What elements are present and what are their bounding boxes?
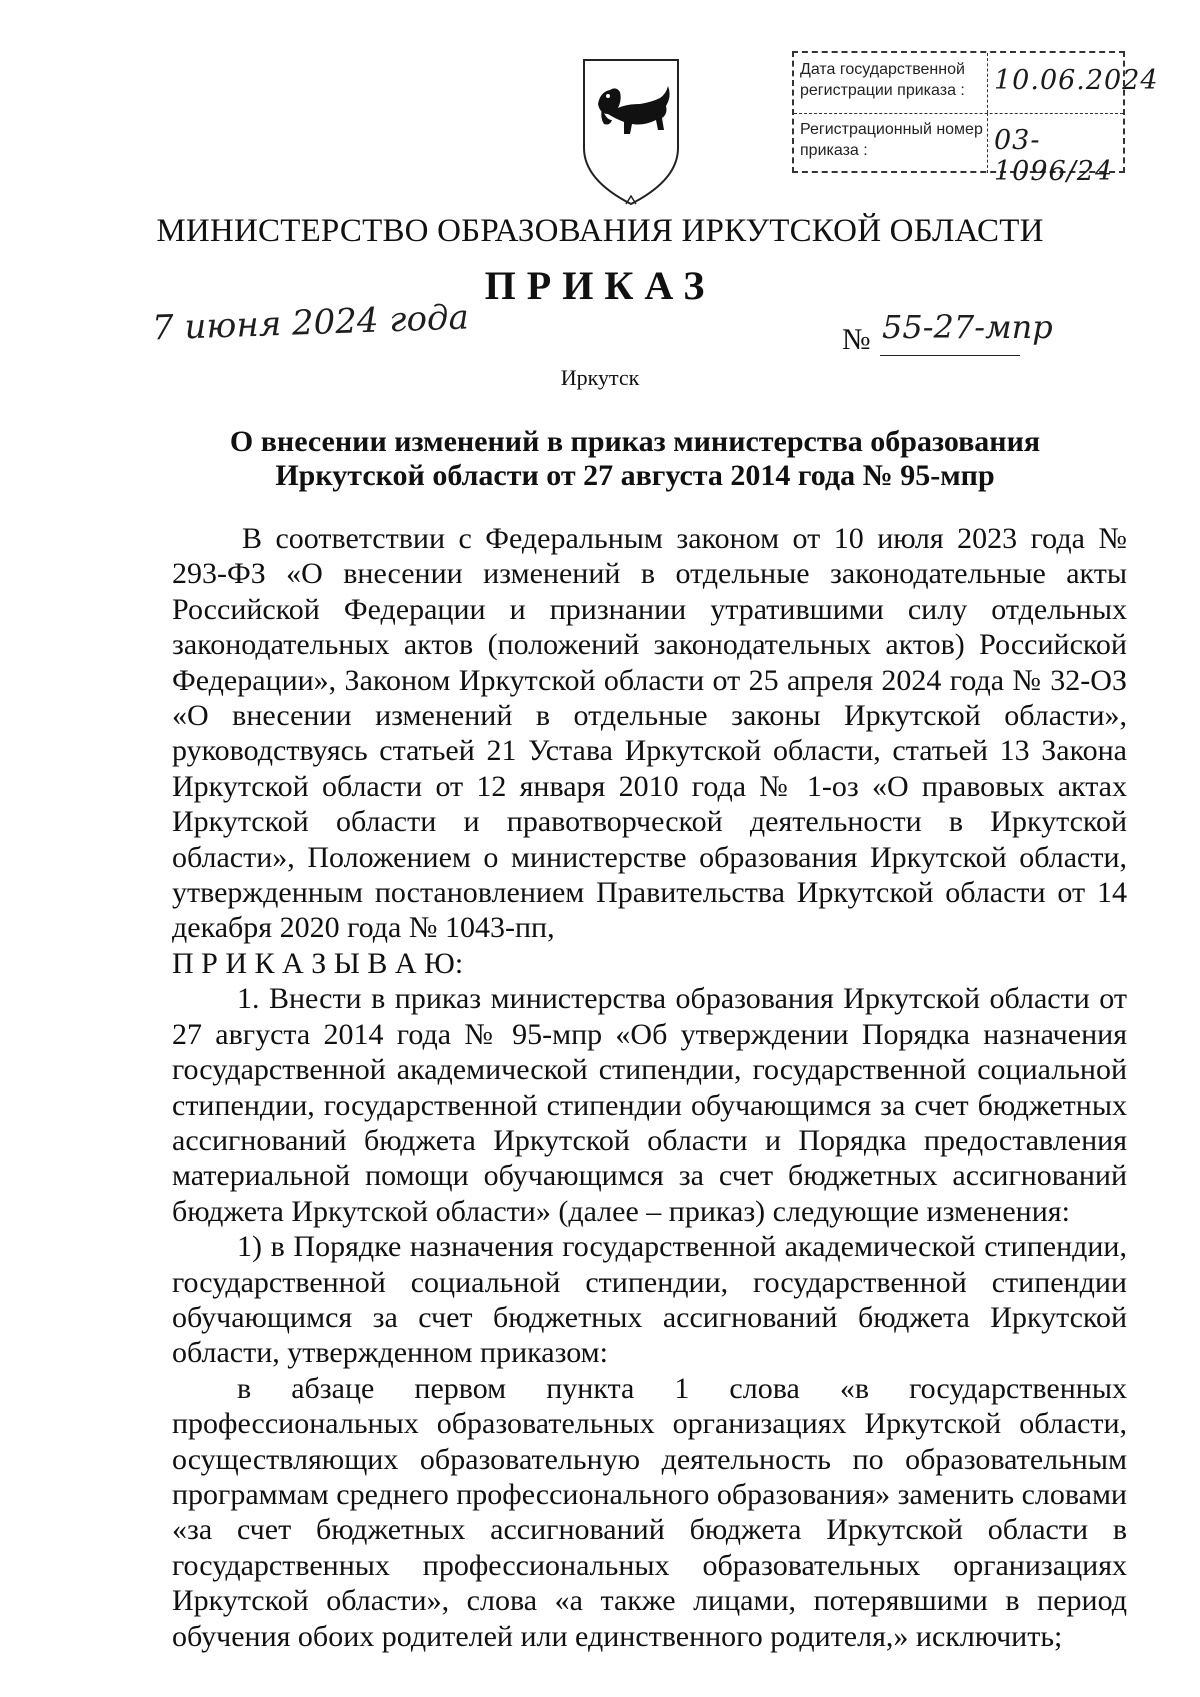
city: Иркутск	[560, 365, 640, 390]
registration-stamp	[792, 51, 1159, 187]
document-title	[200, 425, 1070, 493]
stamp-row-date	[794, 53, 1159, 114]
number-underline	[880, 355, 1020, 356]
order-date-handwritten: 7 июня 2024 года	[151, 297, 470, 349]
reg-number-handwritten: 03-1096/24	[994, 125, 1114, 187]
paragraph-subitem-1: 1) в Порядке назначения государственной академической стипендии, государственной социальной стипендии, государственной стипендии обучающимся за счет бюджетных ассигнований бюджета Иркутской области, утвержденном приказом:	[172, 1230, 1127, 1370]
paragraph-item-1: 1. Внести в приказ министерства образования Иркутской области от 27 августа 2014 года № 95-мпр «Об утверждении Порядка назначения государственной академической стипендии, государственной социальной стипендии, государственной стипендии обучающимся за счет бюджетных ассигнований бюджета Иркутской области и Порядка предоставления материальной помощи обучающимся за счет бюджетных ассигнований бюджета Иркутской области» (далее – приказ) следующие изменения:	[172, 982, 1127, 1228]
document-body	[172, 521, 1127, 1654]
order-heading: П Р И К А З Ы В А Ю:	[172, 946, 464, 980]
ministry-name: МИНИСТЕРСТВО ОБРАЗОВАНИЯ ИРКУТСКОЙ ОБЛАСТИ	[156, 213, 1044, 249]
title-line-1: О внесении изменений в приказ министерства образования	[229, 425, 1041, 458]
stamp-row-number	[794, 113, 1123, 187]
paragraph-amendment: в абзаце первом пункта 1 слова «в государственных профессиональных образовательных организациях Иркутской области, осуществляющих образовательную деятельность по образовательным программам среднего профессионального образования» заменить словами «за счет бюджетных ассигнований бюджета Иркутской области в государственных профессиональных образовательных организациях Иркутской области», слова «а также лицами, потерявшими в период обучения обоих родителей или единственного родителя,» исключить;	[172, 1371, 1127, 1653]
number-sign: №	[842, 323, 871, 356]
reg-date-handwritten: 10.06.2024	[994, 65, 1159, 96]
coat-of-arms-icon	[582, 56, 680, 206]
reg-date-label: Дата государственной регистрации приказа :	[800, 61, 965, 99]
paragraph-preamble: В соответствии с Федеральным законом от 10 июля 2023 года № 293-ФЗ «О внесении изменений в отдельные законодательные акты Российской Федерации и признании утратившими силу отдельных законодательных актов (положений законодательных актов) Российской Федерации», Законом Иркутской области от 25 апреля 2024 года № 32-ОЗ «О внесении изменений в отдельные законы Иркутской области», руководствуясь статьей 21 Устава Иркутской области, статьей 13 Закона Иркутской области от 12 января 2010 года № 1-оз «О правовых актах Иркутской области и правотворческой деятельности в Иркутской области», Положением о министерстве образования Иркутской области, утвержденным постановлением Правительства Иркутской области от 14 декабря 2020 года № 1043-пп,	[172, 522, 1127, 945]
document-type: ПРИКАЗ	[484, 263, 716, 308]
reg-number-label: Регистрационный номер приказа :	[800, 121, 983, 159]
title-line-2: Иркутской области от 27 августа 2014 года № 95-мпр	[275, 459, 995, 492]
order-number-handwritten: 55-27-мпр	[882, 308, 1053, 346]
